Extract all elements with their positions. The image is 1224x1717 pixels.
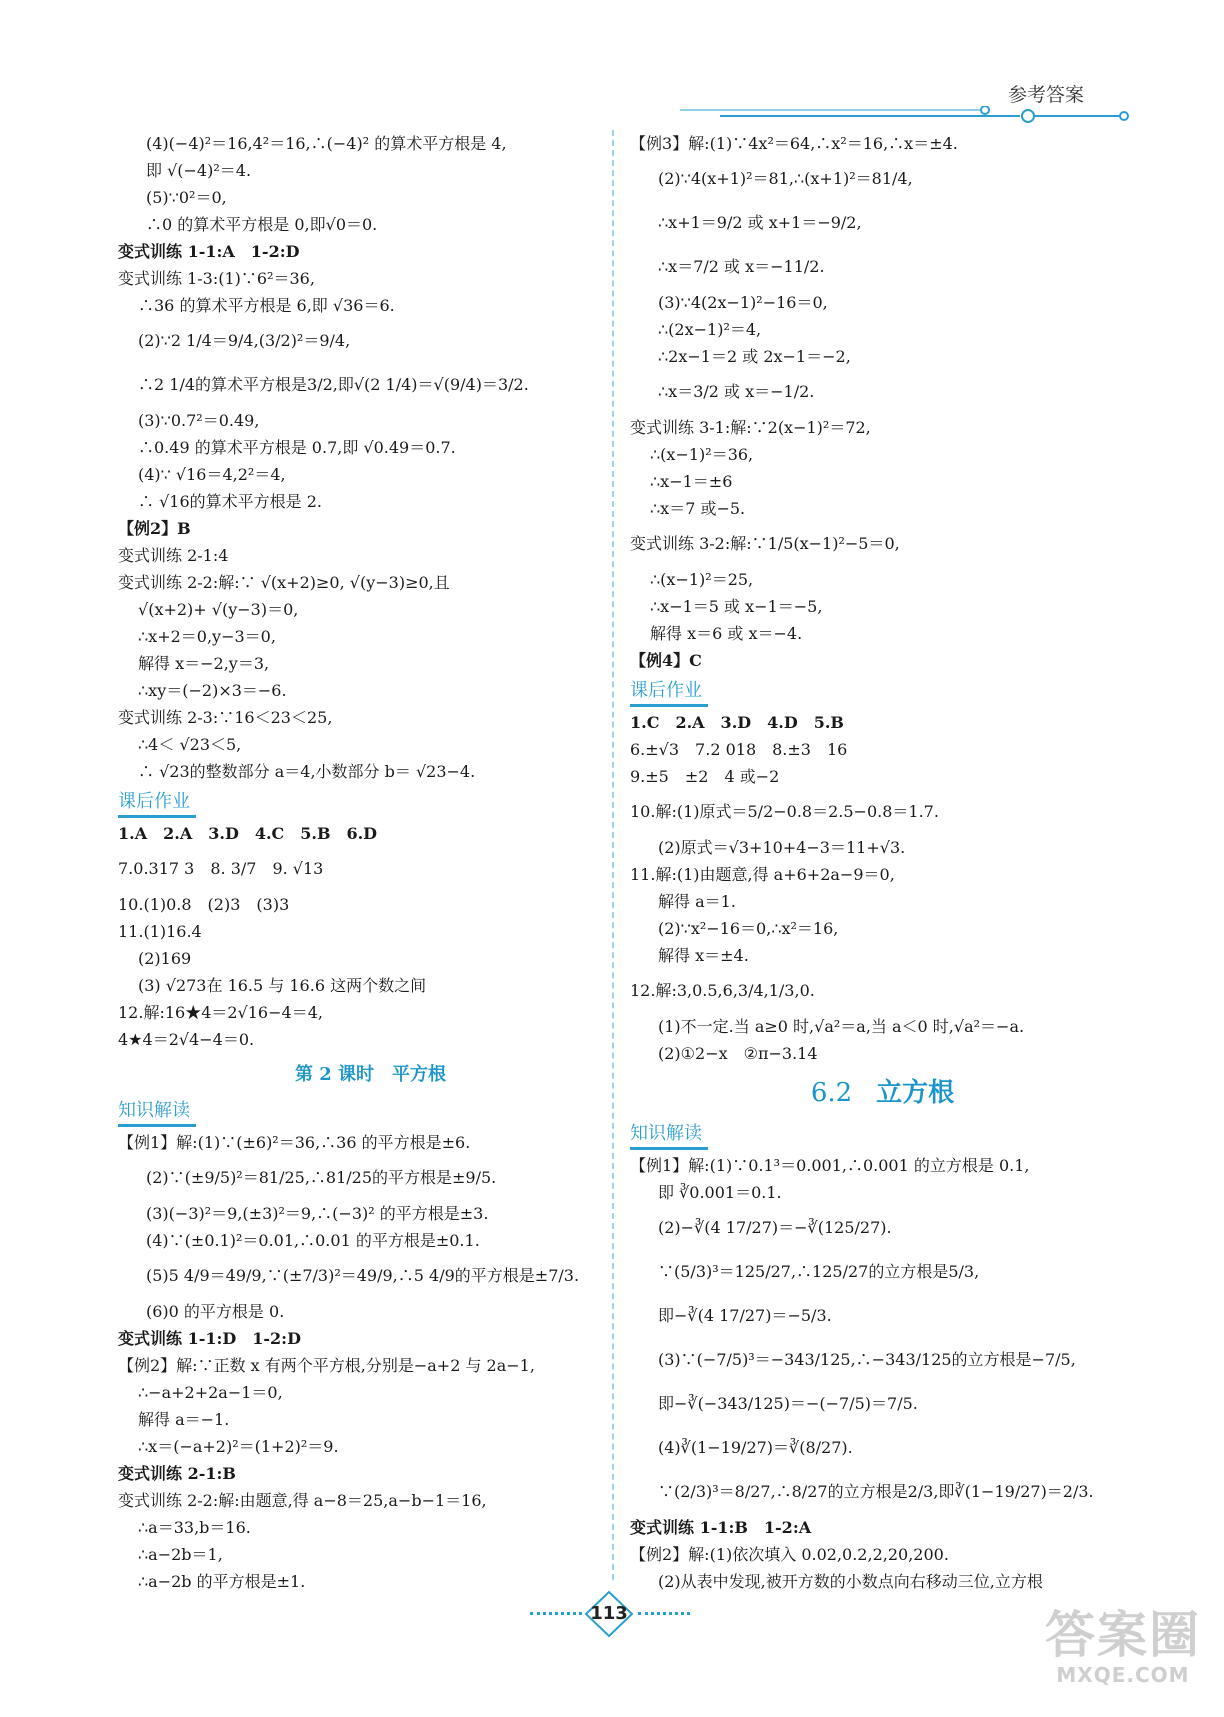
answer-line: 变式训练 1‑1:B 1‑2:A <box>630 1518 812 1537</box>
answer-line: ∴36 的算术平方根是 6,即 √36＝6. <box>138 296 395 315</box>
answer-line: ∴(x−1)²＝36, <box>650 445 754 464</box>
answer-line: 解得 a＝−1. <box>138 1410 230 1429</box>
answer-line: (4)∛(1−19/27)＝∛(8/27). <box>658 1438 853 1457</box>
answer-line: 变式训练 2‑2:解:∵ √(x+2)≥0, √(y−3)≥0,且 <box>118 573 450 592</box>
answer-line: (2)①2−x ②π−3.14 <box>658 1044 818 1063</box>
answer-line: 12.解:16★4＝2√16−4＝4, <box>118 1003 323 1022</box>
answer-line: (3) √273在 16.5 与 16.6 这两个数之间 <box>138 976 427 995</box>
answer-line: ∴a＝33,b＝16. <box>138 1518 251 1537</box>
answer-line: 解得 a＝1. <box>658 892 736 911</box>
answer-line: ∴xy＝(−2)×3＝−6. <box>138 681 287 700</box>
column-divider <box>612 130 614 1580</box>
answer-line: 变式训练 3‑2:解:∵1/5(x−1)²−5＝0, <box>630 534 900 553</box>
answer-line: 4★4＝2√4−4＝0. <box>118 1030 255 1049</box>
answer-line: ∴x−1＝±6 <box>650 472 733 491</box>
answer-line: (2)∵2 1/4＝9/4,(3/2)²＝9/4, <box>138 331 351 350</box>
watermark-logo <box>1038 1607 1208 1707</box>
answer-line: (3)∵4(2x−1)²−16＝0, <box>658 293 828 312</box>
answer-line: ∴x＝3/2 或 x＝−1/2. <box>658 382 815 401</box>
answer-line: ∵(5/3)³＝125/27,∴125/27的立方根是5/3, <box>658 1262 980 1281</box>
answer-line: 即−∛(4 17/27)＝−5/3. <box>658 1306 832 1325</box>
answer-line: 【例1】解:(1)∵(±6)²＝36,∴36 的平方根是±6. <box>118 1133 471 1152</box>
answer-line: 变式训练 1‑1:D 1‑2:D <box>118 1329 301 1348</box>
section-heading: 知识解读 <box>118 1098 196 1127</box>
left-column <box>118 130 623 1595</box>
answer-line: ∴ √23的整数部分 a＝4,小数部分 b＝ √23−4. <box>138 762 476 781</box>
watermark-text-bottom: MXQE.COM <box>1056 1663 1190 1687</box>
answer-line: ∴2x−1＝2 或 2x−1＝−2, <box>658 347 851 366</box>
answer-line: √(x+2)+ √(y−3)＝0, <box>138 600 299 619</box>
dots-right <box>638 1612 690 1618</box>
answer-line: (4)(−4)²＝16,4²＝16,∴(−4)² 的算术平方根是 4, <box>146 134 507 153</box>
watermark-text-top: 答案圈 <box>1045 1606 1201 1664</box>
answer-line: ∴4＜ √23＜5, <box>138 735 242 754</box>
answer-line: 【例2】解:(1)依次填入 0.02,0.2,2,20,200. <box>630 1545 949 1564</box>
answer-line: 11.解:(1)由题意,得 a+6+2a−9＝0, <box>630 865 895 884</box>
right-column <box>630 130 1135 1595</box>
answer-line: 12.解:3,0.5,6,3/4,1/3,0. <box>630 981 815 1000</box>
answer-line: (3)∵(−7/5)³＝−343/125,∴−343/125的立方根是−7/5, <box>658 1350 1076 1369</box>
header-title: 参考答案 <box>1007 84 1084 106</box>
dots-left <box>530 1612 582 1618</box>
answer-line: ∵(2/3)³＝8/27,∴8/27的立方根是2/3,即∛(1−19/27)＝2/3. <box>658 1482 1094 1501</box>
answer-line: ∴−a+2+2a−1＝0, <box>138 1383 283 1402</box>
section-title: 6.2 立方根 <box>810 1078 955 1108</box>
answer-line: (6)0 的平方根是 0. <box>146 1302 285 1321</box>
lesson-title: 第 2 课时 平方根 <box>294 1064 447 1085</box>
answer-line: 即 ∛0.001＝0.1. <box>658 1183 782 1202</box>
section-heading-row <box>118 785 623 820</box>
answer-line: 6.±√3 7.2 018 8.±3 16 <box>630 740 848 759</box>
page-number: 113 <box>590 1603 628 1624</box>
answer-line: (4)∵ √16＝4,2²＝4, <box>138 465 286 484</box>
answer-line: (2)∵4(x+1)²＝81,∴(x+1)²＝81/4, <box>658 169 913 188</box>
answer-line: 【例3】解:(1)∵4x²＝64,∴x²＝16,∴x＝±4. <box>630 134 958 153</box>
answer-line: 1.A 2.A 3.D 4.C 5.B 6.D <box>118 824 378 843</box>
section-heading-row <box>630 1117 1135 1152</box>
answer-line: ∴x＝7 或−5. <box>650 499 746 518</box>
answer-line: (4)∵(±0.1)²＝0.01,∴0.01 的平方根是±0.1. <box>146 1231 480 1250</box>
answer-line: 即 √(−4)²＝4. <box>146 161 252 180</box>
answer-line: ∴x+2＝0,y−3＝0, <box>138 627 276 646</box>
answer-line: 10.(1)0.8 (2)3 (3)3 <box>118 895 290 914</box>
answer-line: ∴a−2b＝1, <box>138 1545 223 1564</box>
answer-line: ∴x−1＝5 或 x−1＝−5, <box>650 597 823 616</box>
answer-line: 变式训练 2‑2:解:由题意,得 a−8＝25,a−b−1＝16, <box>118 1491 487 1510</box>
answer-line: 变式训练 2‑1:B <box>118 1464 236 1483</box>
answer-line: 11.(1)16.4 <box>118 922 202 941</box>
answer-line: ∴x＝(−a+2)²＝(1+2)²＝9. <box>138 1437 339 1456</box>
answer-line: (2)从表中发现,被开方数的小数点向右移动三位,立方根 <box>658 1572 1043 1591</box>
section-heading: 课后作业 <box>630 678 708 707</box>
answer-line: 【例2】解:∵正数 x 有两个平方根,分别是−a+2 与 2a−1, <box>118 1356 535 1375</box>
answer-line: ∴x+1＝9/2 或 x+1＝−9/2, <box>658 213 862 232</box>
answer-line: ∴ √16的算术平方根是 2. <box>138 492 322 511</box>
answer-line: (5)5 4/9＝49/9,∵(±7/3)²＝49/9,∴5 4/9的平方根是±7/3. <box>146 1266 580 1285</box>
answer-line: 1.C 2.A 3.D 4.D 5.B <box>630 713 844 732</box>
answer-line: (3)(−3)²＝9,(±3)²＝9,∴(−3)² 的平方根是±3. <box>146 1204 489 1223</box>
answer-line: 【例4】C <box>630 651 702 670</box>
answer-line: ∴a−2b 的平方根是±1. <box>138 1572 306 1591</box>
answer-line: ∴0.49 的算术平方根是 0.7,即 √0.49＝0.7. <box>138 438 456 457</box>
answer-line: 解得 x＝±4. <box>658 946 749 965</box>
answer-line: ∴2 1/4的算术平方根是3/2,即√(2 1/4)＝√(9/4)＝3/2. <box>138 375 529 394</box>
answer-line: 10.解:(1)原式＝5/2−0.8＝2.5−0.8＝1.7. <box>630 802 939 821</box>
answer-line: 变式训练 2‑3:∵16＜23＜25, <box>118 708 333 727</box>
answer-line: 9.±5 ±2 4 或−2 <box>630 767 780 786</box>
answer-line: 【例2】B <box>118 519 191 538</box>
answer-line: 解得 x＝−2,y＝3, <box>138 654 270 673</box>
answer-line: (2)∵x²−16＝0,∴x²＝16, <box>658 919 839 938</box>
answer-line: 变式训练 2‑1:4 <box>118 546 229 565</box>
section-heading: 知识解读 <box>630 1121 708 1150</box>
page-number-badge <box>540 1590 680 1640</box>
answer-line: 变式训练 1‑3:(1)∵6²＝36, <box>118 269 315 288</box>
answer-line: 7.0.317 3 8. 3/7 9. √13 <box>118 859 324 878</box>
answer-line: (2)169 <box>138 949 192 968</box>
section-heading-row <box>118 1094 623 1129</box>
answer-line: 变式训练 3‑1:解:∵2(x−1)²＝72, <box>630 418 871 437</box>
answer-line: (3)∵0.7²＝0.49, <box>138 411 260 430</box>
answer-line: (2)原式＝√3+10+4−3＝11+√3. <box>658 838 906 857</box>
answer-line: ∴0 的算术平方根是 0,即√0＝0. <box>146 215 378 234</box>
answer-line: 即−∛(−343/125)＝−(−7/5)＝7/5. <box>658 1394 918 1413</box>
answer-line: (2)∵(±9/5)²＝81/25,∴81/25的平方根是±9/5. <box>146 1168 497 1187</box>
header-rule-decoration <box>680 106 1130 126</box>
answer-line: ∴x＝7/2 或 x＝−11/2. <box>658 257 825 276</box>
answer-line: ∴(2x−1)²＝4, <box>658 320 762 339</box>
section-heading-row <box>630 674 1135 709</box>
section-heading: 课后作业 <box>118 789 196 818</box>
answer-line: (5)∵0²＝0, <box>146 188 227 207</box>
answer-line: 【例1】解:(1)∵0.1³＝0.001,∴0.001 的立方根是 0.1, <box>630 1156 1030 1175</box>
answer-line: ∴(x−1)²＝25, <box>650 570 754 589</box>
answer-line: (2)−∛(4 17/27)＝−∛(125/27). <box>658 1218 892 1237</box>
answer-line: 解得 x＝6 或 x＝−4. <box>650 624 803 643</box>
answer-line: (1)不一定.当 a≥0 时,√a²＝a,当 a＜0 时,√a²＝−a. <box>658 1017 1025 1036</box>
answer-line: 变式训练 1‑1:A 1‑2:D <box>118 242 300 261</box>
